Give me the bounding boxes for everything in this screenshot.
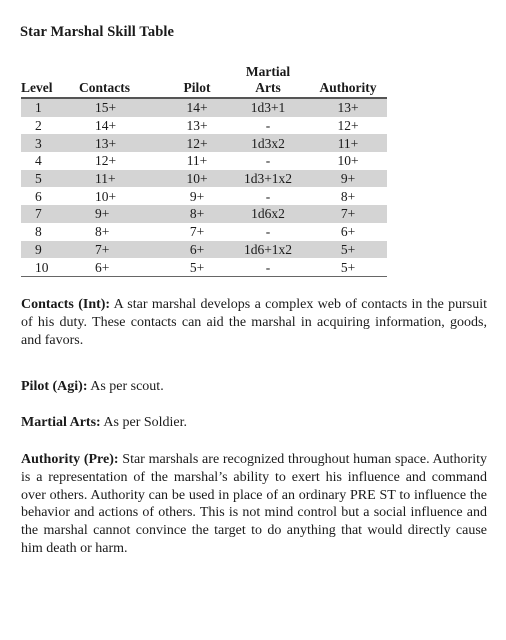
cell-contacts: 8+	[95, 224, 110, 240]
cell-authority: 7+	[309, 205, 387, 223]
cell-authority: 8+	[340, 188, 356, 204]
desc-contacts	[21, 296, 487, 349]
cell-contacts: 11+	[79, 170, 167, 188]
desc-authority-term: Authority (Pre):	[21, 452, 119, 467]
desc-martial-arts	[21, 414, 487, 432]
cell-authority: 11+	[309, 134, 387, 152]
cell-pilot: 7+	[189, 224, 205, 240]
cell-authority: 12+	[337, 118, 359, 134]
header-contacts: Contacts	[79, 64, 167, 98]
cell-level: 9	[21, 241, 79, 259]
table-row	[21, 117, 387, 135]
desc-pilot-term: Pilot (Agi):	[21, 379, 88, 394]
cell-martial-arts: -	[265, 188, 271, 204]
cell-martial-arts: 1d6x2	[227, 205, 309, 223]
cell-level: 7	[21, 205, 79, 223]
cell-pilot: 14+	[167, 98, 227, 117]
cell-contacts: 7+	[79, 241, 167, 259]
table-row	[21, 152, 387, 170]
cell-level: 2	[35, 118, 42, 134]
desc-contacts-text: A star marshal develops a complex web of contacts in the pursuit of his duty. These contacts can aid the marshal in acquiring information, goods, and favors.	[21, 297, 487, 348]
cell-level: 5	[21, 170, 79, 188]
cell-martial-arts: -	[265, 224, 271, 240]
cell-pilot: 11+	[186, 153, 208, 169]
cell-level: 1	[21, 98, 79, 117]
cell-level: 4	[35, 153, 42, 169]
cell-authority: 13+	[309, 98, 387, 117]
cell-contacts: 15+	[79, 98, 167, 117]
cell-authority: 5+	[309, 258, 387, 276]
cell-martial-arts: -	[227, 258, 309, 276]
cell-pilot: 12+	[167, 134, 227, 152]
header-authority: Authority	[309, 64, 387, 98]
cell-authority: 10+	[337, 153, 359, 169]
cell-level: 3	[21, 134, 79, 152]
cell-level: 6	[35, 188, 42, 204]
cell-martial-arts: 1d3+1x2	[227, 170, 309, 188]
header-martial-arts-line1: Martial	[245, 64, 291, 79]
cell-pilot: 6+	[167, 241, 227, 259]
cell-pilot: 8+	[167, 205, 227, 223]
cell-martial-arts: 1d3+1	[227, 98, 309, 117]
cell-contacts: 14+	[95, 118, 117, 134]
cell-pilot: 5+	[167, 258, 227, 276]
desc-pilot	[21, 378, 487, 396]
cell-pilot: 13+	[186, 118, 208, 134]
cell-pilot: 10+	[167, 170, 227, 188]
table-title: Star Marshal Skill Table	[20, 24, 175, 40]
cell-martial-arts: -	[265, 153, 271, 169]
cell-contacts: 9+	[79, 205, 167, 223]
table-row	[21, 241, 387, 259]
header-martial-arts-line2: Arts	[255, 80, 281, 95]
header-pilot: Pilot	[167, 64, 227, 98]
cell-martial-arts: 1d3x2	[227, 134, 309, 152]
cell-contacts: 6+	[79, 258, 167, 276]
table-row	[21, 134, 387, 152]
desc-authority-text: Star marshals are recognized throughout human space. Authority is a representation of the marshal’s ability to exert his influence and command over others. Authority can be used in place of an ordinary PRE ST to influence the behavior and actions of others. This is not mind control but a social influence and the marshal cannot convince the target to do anything that would directly cause him death or harm.	[21, 452, 488, 556]
desc-martial-arts-term: Martial Arts:	[21, 415, 101, 430]
cell-level: 10	[21, 258, 79, 276]
cell-contacts: 13+	[79, 134, 167, 152]
desc-contacts-term: Contacts (Int):	[21, 297, 111, 312]
cell-pilot: 9+	[189, 188, 205, 204]
table-row	[21, 170, 387, 188]
table-row	[21, 258, 387, 276]
cell-authority: 5+	[309, 241, 387, 259]
cell-martial-arts: 1d6+1x2	[227, 241, 309, 259]
skill-table	[21, 64, 387, 277]
table-row	[21, 205, 387, 223]
cell-authority: 9+	[309, 170, 387, 188]
table-header-row	[21, 64, 387, 98]
cell-level: 8	[35, 224, 42, 240]
table-body	[21, 98, 387, 276]
desc-authority	[21, 451, 487, 558]
cell-martial-arts: -	[265, 118, 271, 134]
header-martial-arts	[227, 64, 309, 98]
cell-contacts: 10+	[95, 188, 117, 204]
cell-contacts: 12+	[95, 153, 117, 169]
header-level: Level	[21, 64, 79, 98]
desc-pilot-text: As per scout.	[87, 379, 164, 394]
cell-authority: 6+	[340, 224, 356, 240]
desc-martial-arts-text: As per Soldier.	[100, 415, 188, 430]
table-row	[21, 187, 387, 205]
table-row	[21, 98, 387, 117]
table-row	[21, 223, 387, 241]
